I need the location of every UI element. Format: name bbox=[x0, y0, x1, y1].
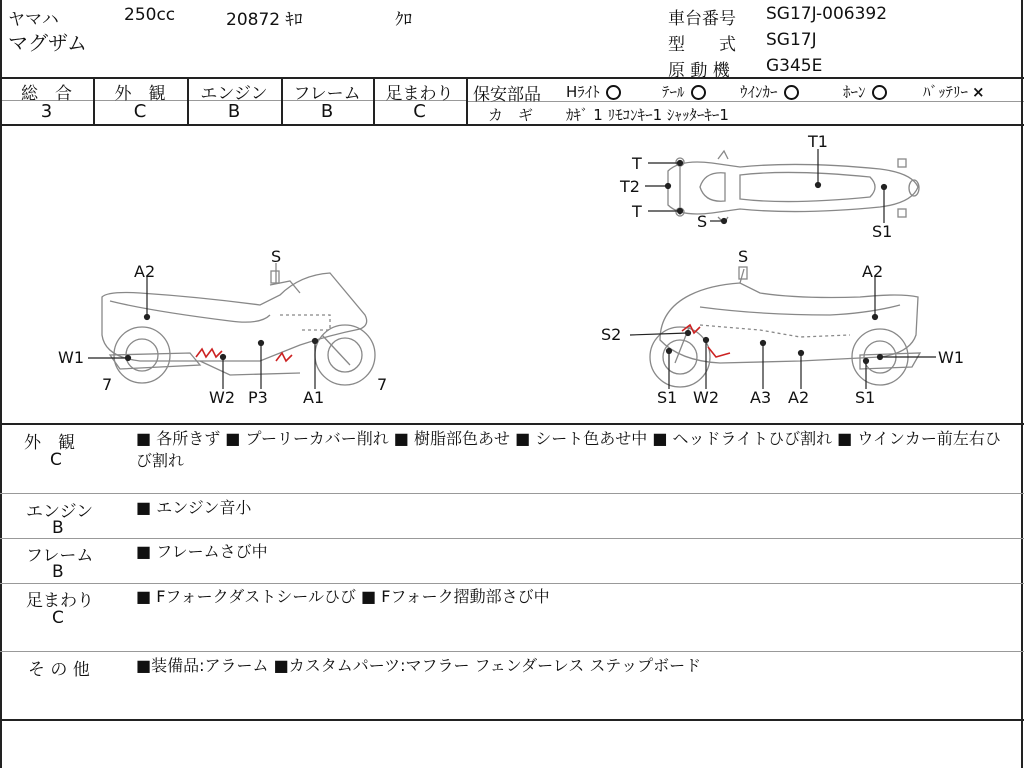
divider bbox=[0, 423, 1024, 425]
diagram-label: T bbox=[632, 154, 642, 173]
mileage: 20872 ｷﾛ bbox=[226, 10, 303, 30]
divider bbox=[0, 493, 1024, 494]
maker: ヤマハ bbox=[8, 10, 59, 30]
note-text-suspension: ■ Fフォークダストシールひび ■ Fフォーク摺動部さび中 bbox=[136, 587, 550, 606]
damage-diagram bbox=[0, 125, 1024, 423]
color: ｸﾛ bbox=[395, 10, 412, 30]
note-grade-frame: B bbox=[52, 562, 64, 582]
diagram-label: S bbox=[271, 247, 282, 266]
chassis-label: 車台番号 bbox=[668, 9, 736, 29]
diagram-label: W1 bbox=[58, 348, 84, 367]
diagram-label: T2 bbox=[620, 177, 640, 196]
grade-value-frame: B bbox=[320, 101, 334, 122]
note-category-frame: フレーム bbox=[26, 546, 94, 566]
grade-value-engine: B bbox=[227, 101, 241, 122]
diagram-label: W2 bbox=[209, 388, 235, 407]
keys-value: ｶｷﾞ 1 ﾘﾓｺﾝｷｰ1 ｼｬｯﾀｰｷｰ1 bbox=[566, 106, 729, 124]
diagram-label: S1 bbox=[657, 388, 678, 407]
diagram-label: A2 bbox=[788, 388, 810, 407]
diagram-label: S1 bbox=[872, 222, 893, 241]
diagram-label: S bbox=[738, 247, 749, 266]
damage-mark-left bbox=[196, 349, 222, 357]
diagram-label: A2 bbox=[862, 262, 884, 281]
note-text-exterior: ■ 各所きず ■ プーリーカバー削れ ■ 樹脂部色あせ ■ シート色あせ中 ■ ヘッドライトひび割れ ■ ウインカー前左右ひび割れ bbox=[136, 429, 1001, 470]
note-category-suspension: 足まわり bbox=[26, 591, 94, 611]
grade-value-exterior: C bbox=[133, 101, 147, 122]
diagram-label: 7 bbox=[102, 375, 113, 394]
type-value: SG17J bbox=[766, 30, 817, 50]
displacement: 250cc bbox=[124, 5, 176, 25]
engine-model-label: 原 動 機 bbox=[668, 61, 730, 81]
note-grade-suspension: C bbox=[52, 608, 64, 628]
ok-mark-icon bbox=[691, 85, 706, 100]
diagram-label: A1 bbox=[303, 388, 325, 407]
safety-label: 保安部品 bbox=[473, 85, 541, 105]
divider bbox=[0, 719, 1024, 721]
divider bbox=[466, 77, 468, 124]
safety-item-battery: ﾊﾞｯﾃﾘｰ × bbox=[923, 83, 985, 101]
safety-item-tail: ﾃｰﾙ bbox=[662, 81, 706, 102]
note-text-frame: ■ フレームさび中 bbox=[136, 542, 268, 561]
note-grade-exterior: C bbox=[50, 450, 62, 470]
grade-header-suspension: 足まわり bbox=[385, 84, 454, 104]
note-category-engine: エンジン bbox=[26, 502, 94, 522]
keys-label: カ ギ bbox=[488, 106, 534, 124]
engine-model-value: G345E bbox=[766, 56, 823, 76]
grade-header-frame: フレーム bbox=[293, 84, 361, 104]
leader-lines bbox=[88, 149, 936, 389]
model-name: マグザム bbox=[8, 31, 87, 55]
diagram-label: W2 bbox=[693, 388, 719, 407]
diagram-label: T bbox=[632, 202, 642, 221]
safety-item-horn: ﾎｰﾝ bbox=[843, 81, 887, 102]
diagram-label: A2 bbox=[134, 262, 156, 281]
chassis-value: SG17J-006392 bbox=[766, 4, 888, 24]
diagram-label: S1 bbox=[855, 388, 876, 407]
grade-header-engine: エンジン bbox=[200, 84, 268, 104]
safety-item-winker: ｳｲﾝｶｰ bbox=[740, 81, 799, 102]
note-category-exterior: 外 観 bbox=[24, 433, 75, 453]
note-grade-engine: B bbox=[52, 518, 64, 538]
grade-value-suspension: C bbox=[413, 101, 426, 122]
grade-value-overall: 3 bbox=[40, 101, 53, 122]
ok-mark-icon bbox=[606, 85, 621, 100]
diagram-label: A3 bbox=[750, 388, 772, 407]
grade-header-exterior: 外 観 bbox=[114, 84, 166, 104]
diagram-label: S2 bbox=[601, 325, 622, 344]
diagram-label: S bbox=[697, 212, 708, 231]
note-category-other: そ の 他 bbox=[28, 660, 90, 680]
note-text-other: ■装備品:アラーム ■カスタムパーツ:マフラー フェンダーレス ステップボード bbox=[136, 656, 702, 675]
ng-mark-icon: × bbox=[972, 83, 985, 101]
divider bbox=[0, 538, 1024, 539]
safety-item-headlight: Hﾗｲﾄ bbox=[566, 81, 621, 102]
type-label: 型 式 bbox=[668, 35, 736, 55]
note-text-engine: ■ エンジン音小 bbox=[136, 498, 252, 517]
diagram-label: W1 bbox=[938, 348, 964, 367]
ok-mark-icon bbox=[784, 85, 799, 100]
diagram-label: P3 bbox=[248, 388, 268, 407]
divider bbox=[0, 651, 1024, 652]
divider bbox=[0, 583, 1024, 584]
damage-mark-right-lower bbox=[708, 347, 730, 357]
scooter-left-view bbox=[102, 263, 375, 385]
grade-header-overall: 総 合 bbox=[21, 84, 72, 104]
ok-mark-icon bbox=[872, 85, 887, 100]
diagram-label: 7 bbox=[377, 375, 388, 394]
diagram-label: T1 bbox=[808, 132, 828, 151]
